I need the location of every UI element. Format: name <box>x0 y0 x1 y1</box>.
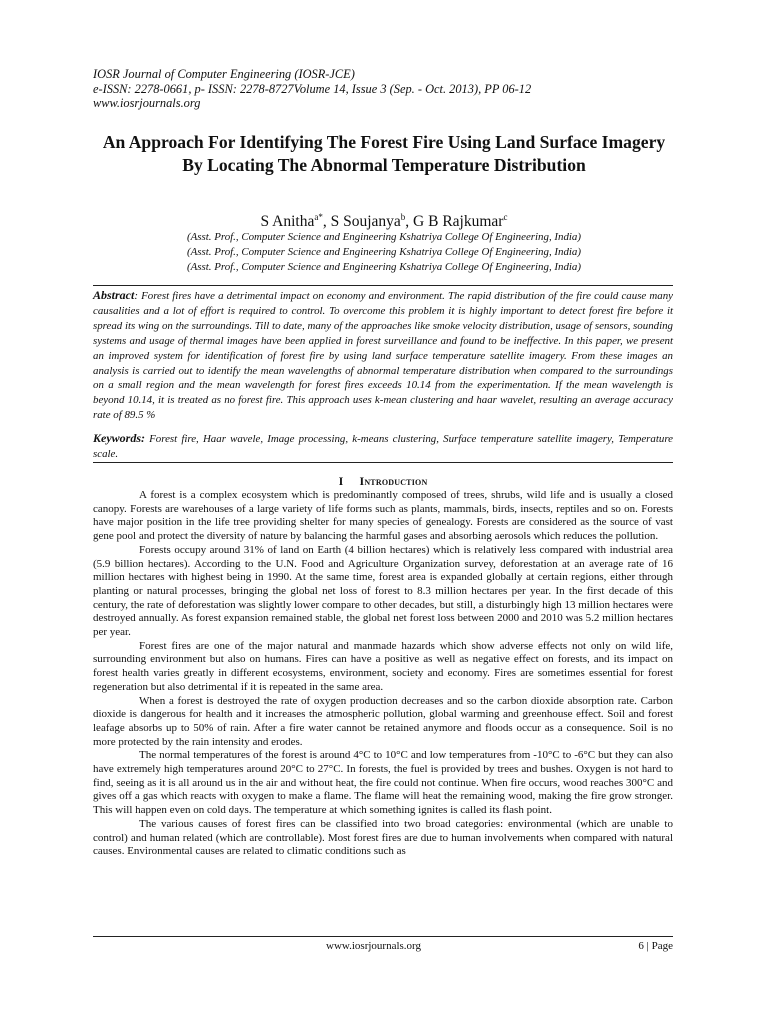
affiliation: (Asst. Prof., Computer Science and Engineering Kshatriya College Of Engineering, India) <box>186 231 582 243</box>
author-affiliation-mark: c <box>503 212 508 222</box>
author-affiliation-mark: b <box>400 212 406 222</box>
keywords-text: Forest fire, Haar wavele, Image processing, k-means clustering, Surface temperature satellite imagery, Temperature scale. <box>93 433 673 460</box>
abstract-text: : Forest fires have a detrimental impact on economy and environment. The rapid distribution of the fire could cause many causalities and a lot of effort is required to control. To overcome this problem it is highly important to detect forest fire before it spread its wing on the surroundings. Till to date, many of the approaches like smoke velocity distribution, usage of sensors, sounding systems and usage of thermal images have been applied in forest surveillance and found to be ineffective. In this paper, we present an improved system for identification of forest fire by using land surface temperature satellite imagery. From these images an analysis is carried out to identify the mean wavelengths of abnormal temperature distribution when compared to the surroundings on a small region and the mean wavelength for forest fires exceeds 10.14 from the experimentation. If the mean wavelength is beyond 10.14, it is treated as no forest fire. This approach uses k-mean clustering and haar wavelet, resulting an average accuracy rate of 89.5 % <box>93 290 673 422</box>
body-paragraph: When a forest is destroyed the rate of oxygen production decreases and so the carbon dioxide absorption rate. Carbon dioxide is dangerous for health and it increases the atmospheric pollution, global warming and greenhouse effect. Soil and forest leafage absorbs up to 50% of rain. After a fire water cannot be retained anymore and floods occur as a consequence. Soil is no more protected by the rain intensity and erodes. <box>93 694 673 748</box>
body-paragraph: Forest fires are one of the major natural and manmade hazards which show adverse effects not only on wild life, surrounding environment but also on humans. Fires can have a positive as well as negative effect on forests, and its impact on forest health varies greatly in different ecosystems, environment, society and economy. Fires are sometimes essential for forest regeneration but also detrimental if it is repeated in the same area. <box>93 639 673 693</box>
page-number: 6 | Page <box>638 940 673 952</box>
author-name: G B Rajkumar <box>413 213 504 231</box>
author-list <box>95 207 673 232</box>
abstract-bottom-rule <box>93 462 673 463</box>
author-name: S Anitha <box>260 213 315 231</box>
body-paragraph: Forests occupy around 31% of land on Earth (4 billion hectares) which is relatively less compared with industrial area (5.9 billion hectares). According to the U.N. Food and Agriculture Organization survey, deforestation at an average rate of 16 million hectares with highest being in 1990. At the same time, forest area is expanded globally at certain regions, either through planting or natural processes, bringing the global net loss of forest to 8.3 million hectares per year. In the first decade of this century, the rate of deforestation was slightly lower compare to other decades, but still, a disturbingly high 13 million hectares were destroyed annually. As forest expansion remained stable, the global net forest loss between 2000 and 2010 was 5.2 million hectares per year. <box>93 543 673 639</box>
author-separator: , <box>405 213 414 231</box>
section-title: Introduction <box>359 474 428 488</box>
author-separator: , <box>322 213 331 231</box>
keywords-label: Keywords: <box>93 431 145 445</box>
author-affiliation-mark: a* <box>314 212 323 222</box>
keywords <box>93 431 673 462</box>
abstract <box>93 288 673 423</box>
abstract-top-rule <box>93 285 673 286</box>
section-number: I <box>338 474 344 488</box>
footer-url[interactable]: www.iosrjournals.org <box>326 940 422 952</box>
section-heading <box>93 474 673 489</box>
affiliation-list <box>95 230 673 275</box>
body-paragraph: The various causes of forest fires can be classified into two broad categories: environmental (which are unable to control) and human related (which are controllable). Most forest fires are due to human involvements when compared with natural causes. Environmental causes are related to climatic conditions such as <box>93 817 673 858</box>
journal-name: IOSR Journal of Computer Engineering (IOSR-JCE) <box>93 67 355 81</box>
journal-header <box>93 67 683 111</box>
body-paragraph: A forest is a complex ecosystem which is predominantly composed of trees, shrubs, wild life and is usually a closed canopy. Forests are warehouses of a large variety of life forms such as plants, mammals, birds, insects, reptiles and so on. Forests have major position in the life tree providing shelter for many species of genealogy. Forests are considered as the source of vast gene pool and protect the diversity of nature by balancing the harmful gases and absorbing aerosols which reduces the pollution. <box>93 489 673 543</box>
abstract-label: Abstract <box>93 288 135 302</box>
journal-url[interactable]: www.iosrjournals.org <box>93 96 201 111</box>
body-text <box>93 489 673 859</box>
affiliation: (Asst. Prof., Computer Science and Engineering Kshatriya College Of Engineering, India) <box>186 246 582 258</box>
body-paragraph: The normal temperatures of the forest is around 4°C to 10°C and low temperatures from -10°C to -6°C but they can also have extremely high temperatures around 20°C to 27°C. In forests, the fuel is provided by trees and bushes. Oxygen is not hard to find, seeing as it is all around us in the air and without heat, the fire could not continue. When fire occurs, wood reaches 300°C and gives off a gas which reacts with oxygen to make a flame. The flame will heat the remaining wood, making the fire grow stronger. This will happen even on cold days. The temperature at which something ignites is called its flash point. <box>93 749 673 817</box>
author-name: S Soujanya <box>330 213 401 231</box>
affiliation: (Asst. Prof., Computer Science and Engineering Kshatriya College Of Engineering, India) <box>186 261 582 273</box>
footer-rule <box>93 936 673 937</box>
paper-title: An Approach For Identifying The Forest Fire Using Land Surface Imagery By Locating The Abnormal Temperature Distribution <box>102 132 666 175</box>
journal-issn: e-ISSN: 2278-0661, p- ISSN: 2278-8727Volume 14, Issue 3 (Sep. - Oct. 2013), PP 06-12 <box>93 81 532 96</box>
